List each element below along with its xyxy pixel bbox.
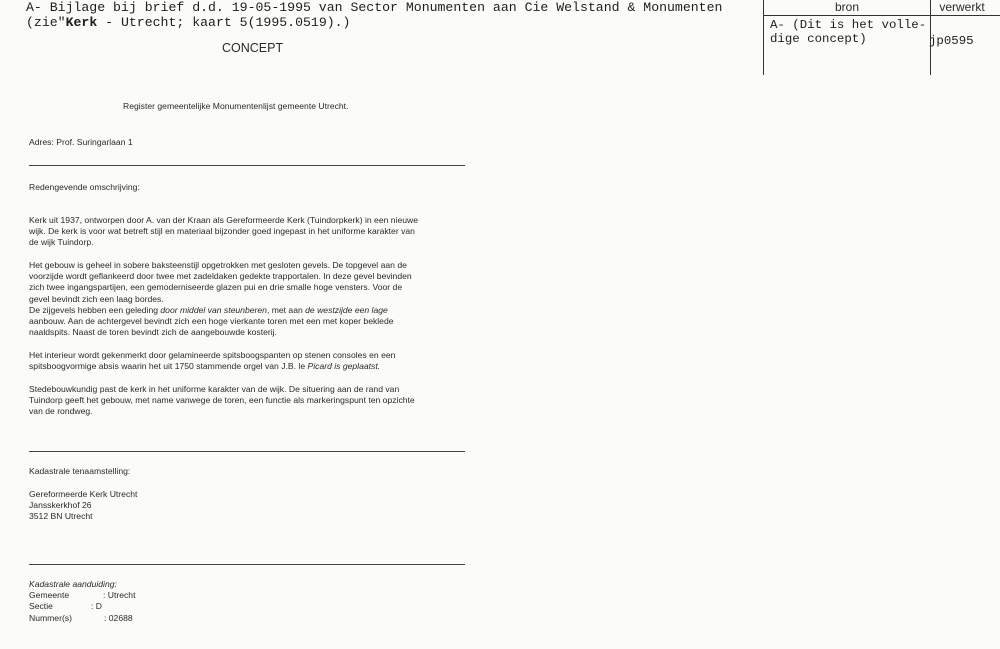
header-line-2 (26, 15, 350, 31)
p3-line-2: aanbouw. Aan de achtergevel bevindt zich een hoge vierkante toren met een met koper beklede (29, 316, 394, 327)
p4-l2-b: Picard is geplaatst. (307, 361, 381, 372)
owner-city: 3512 BN Utrecht (29, 511, 93, 522)
p3-l1-c: , met aan (266, 305, 306, 315)
source-entry-line-1: A- (Dit is het volle- (770, 18, 927, 32)
cadastral-owner-address (29, 489, 137, 523)
paragraph-1 (29, 215, 418, 249)
cadastral-designation-heading: Kadastrale aanduiding: (29, 579, 117, 589)
p4-line-1: Het interieur wordt gekenmerkt door gelamineerde spitsboogspanten op stenen consoles en een (29, 350, 396, 360)
p1-line-1: Kerk uit 1937, ontworpen door A. van der Kraan als Gereformeerde Kerk (Tuindorpkerk) in een nieuwe (29, 215, 418, 225)
table-header-rule (763, 15, 1000, 16)
p4-line-2 (29, 361, 395, 372)
description-heading: Redengevende omschrijving: (29, 182, 140, 192)
divider-3 (29, 564, 465, 565)
p5-line-2: Tuindorp geeft het gebouw, met name vanwege de toren, een functie als markeringspunt ten opzichte (29, 395, 415, 406)
col-verwerkt-header: verwerkt (939, 0, 985, 14)
p2-line-1: Het gebouw is geheel in sobere baksteenstijl opgetrokken met gesloten gevels. De topgevel aan de (29, 260, 407, 270)
p3-l1-d: de westzijde een lage (305, 305, 388, 315)
p5-line-3: van de rondweg. (29, 406, 93, 417)
p3-line-1 (29, 305, 394, 316)
p3-l1-b: door middel van steunberen (160, 305, 267, 315)
designation-label-sectie: Sectie (29, 601, 53, 611)
divider-1 (29, 165, 465, 166)
p2-line-3: zich twee ingangspartijen, een gemoderniseerde glazen pui en drie smalle hoge vensters. Voor de (29, 282, 403, 293)
owner-street: Jansskerkhof 26 (29, 500, 92, 511)
register-title: Register gemeentelijke Monumentenlijst gemeente Utrecht. (123, 101, 349, 111)
header-line-1: A- Bijlage bij brief d.d. 19-05-1995 van Sector Monumenten aan Cie Welstand & Monumenten (26, 0, 723, 15)
paragraph-2 (29, 260, 412, 305)
designation-value-gemeente: : Utrecht (103, 590, 136, 600)
col-bron-header: bron (834, 0, 860, 14)
designation-value-nummers: : 02688 (104, 613, 133, 623)
cadastral-owner-heading: Kadastrale tenaamstelling: (29, 466, 131, 476)
header-line-2-pre: (zie" (26, 15, 66, 30)
p3-line-3: naaldspits. Naast de toren bevindt zich de aangebouwde kosterij. (29, 327, 277, 338)
owner-name: Gereformeerde Kerk Utrecht (29, 489, 138, 499)
designation-value-sectie: : D (91, 601, 102, 611)
designation-label-gemeente: Gemeente (29, 590, 70, 600)
address: Adres: Prof. Suringarlaan 1 (29, 137, 133, 147)
p4-l2-a: spitsboogvormige absis waarin het uit 1750 stammende orgel van J.B. le (29, 361, 308, 372)
p2-line-2: voorzijde wordt geflankeerd door twee met zadeldaken gedekte trapportalen. In deze gevel bevinden (29, 271, 412, 282)
designation-row (29, 590, 69, 601)
p1-line-2: wijk. De kerk is voor wat betreft stijl en materiaal bijzonder goed ingepast in het uniforme karakter van (29, 226, 415, 237)
p3-l1-a: De zijgevels hebben een geleding (29, 305, 161, 315)
header-line-2-bold: Kerk (65, 15, 98, 30)
p2-line-4: gevel bevindt zich een laag bordes. (29, 293, 164, 304)
header-line-2-post: - Utrecht; kaart 5(1995.0519).) (97, 15, 351, 30)
source-entry-line-2: dige concept) (770, 32, 867, 46)
divider-2 (29, 451, 465, 452)
verwerkt-code: jp0595 (929, 34, 974, 48)
paragraph-4 (29, 350, 395, 372)
paragraph-5 (29, 384, 415, 418)
p1-line-3: de wijk Tuindorp. (29, 237, 94, 248)
designation-label-nummers: Nummer(s) (29, 613, 72, 623)
concept-label: CONCEPT (222, 41, 284, 55)
p5-line-1: Stedebouwkundig past de kerk in het uniforme karakter van de wijk. De situering aan de rand van (29, 384, 400, 394)
paragraph-3 (29, 305, 394, 339)
